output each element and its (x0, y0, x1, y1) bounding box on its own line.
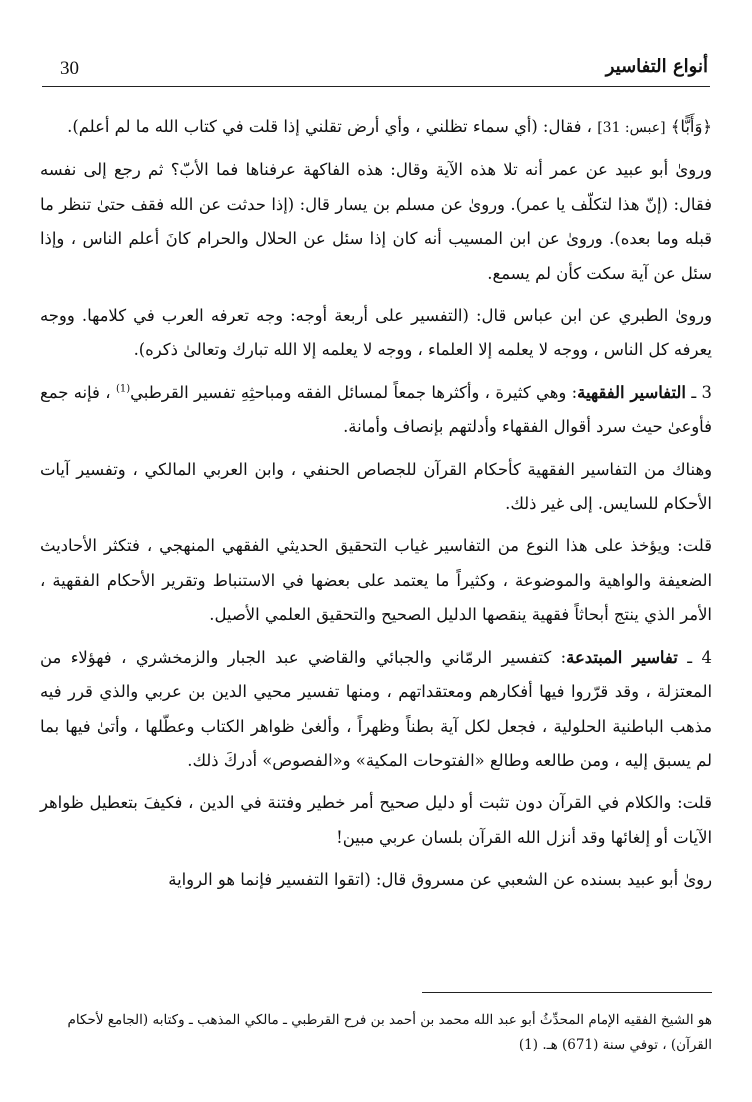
paragraph-text: قلت: والكلام في القرآن دون تثبت أو دليل صحيح أمر خطير وفتنة في الدين ، فكيفَ بتعطيل ظواهر الآيات أو إلغائها وقد أنزل الله القرآن بلسان عربي مبين! (40, 793, 712, 847)
paragraph-text: ، فإنه جمع فأوعىٰ حيث سرد أقوال الفقهاء وأدلتهم بإنصاف وأمانة. (40, 382, 712, 437)
footnote-reference: (1) (115, 383, 131, 395)
body-paragraph (40, 786, 712, 855)
body-paragraph (40, 453, 712, 522)
body-paragraph (40, 299, 712, 368)
body-paragraph (40, 153, 712, 291)
section-heading: تفاسير المبتدعة (566, 647, 678, 667)
paragraph-text: : كتفسير الرمّاني والجبائي والقاضي عبد الجبار والزمخشري ، فهؤلاء من المعتزلة ، وقد قرّروا فيها أفكارهم ومعتقداتهم ، ومنها تفسير محيي الدين بن عربي والذي قرر فيه مذهب الباطنية الحلولية ، فجعل لكل آية بطناً وظهراً ، وألغىٰ ظواهر الكتاب وعطّلها ، وأتىٰ فيها بما لم يسبق إليه ، ومن طالعه وطالع «الفتوحات المكية» و«الفصوص» أدركَ ذلك. (40, 647, 712, 770)
body-paragraph (40, 529, 712, 632)
paragraph-text: 4 ـ (677, 647, 712, 667)
paragraph-text: قلت: ويؤخذ على هذا النوع من التفاسير غياب التحقيق الحديثي الفقهي المنهجي ، فتكثر الأحاديث الضعيفة والواهية والموضوعة ، وكثيراً ما يعتمد على بعضها في الاستنباط وتقرير الأحكام الفقهية ، الأمر الذي ينتج أبحاثاً فقهية ينقصها الدليل الصحيح والتحقيق العلمي الأصيل. (40, 536, 712, 625)
section-heading: التفاسير الفقهية (577, 382, 686, 402)
page-header (42, 54, 710, 87)
footnote-marker: (1) (518, 1037, 539, 1053)
footnote-separator (422, 992, 712, 993)
footnote-text: هو الشيخ الفقيه الإمام المحدِّثُ أبو عبد الله محمد بن أحمد بن فرح القرطبي ـ مالكي المذهب ـ وكتابه (الجامع لأحكام القرآن) ، توفي سنة (671) هـ. (67, 1012, 712, 1053)
paragraph-text: وروىٰ أبو عبيد عن عمر أنه تلا هذه الآية وقال: هذه الفاكهة عرفناها فما الأبّ؟ ثم رجع إلى نفسه فقال: (إنّ هذا لتكلّف يا عمر). وروىٰ عن مسلم بن يسار قال: (إذا حدثت عن الله فقف حتىٰ تنظر ما قبله وما بعده). وروىٰ عن ابن المسيب أنه كان إذا سئل عن الحلال والحرام كانَ أعلم الناس ، وإذا سئل عن آية سكت كأن لم يسمع. (40, 160, 712, 283)
running-title: أنواع التفاسير (605, 56, 708, 77)
paragraph-text: روىٰ أبو عبيد بسنده عن الشعبي عن مسروق قال: (اتقوا التفسير فإنما هو الرواية (168, 870, 712, 890)
paragraph-text: وروىٰ الطبري عن ابن عباس قال: (التفسير على أربعة أوجه: وجه تعرفه العرب في كلامها. ووجه يعرفه كل الناس ، ووجه لا يعلمه إلا العلماء ، ووجه لا يعلمه إلا الله تبارك وتعالىٰ ذكره). (40, 306, 712, 360)
footnote (40, 1008, 712, 1058)
body-paragraph (40, 376, 712, 445)
body-paragraph (40, 641, 712, 779)
paragraph-text: : وهي كثيرة ، وأكثرها جمعاً لمسائل الفقه ومباحثِهِ تفسير القرطبي (130, 382, 578, 402)
paragraph-text: 3 ـ (685, 382, 712, 402)
body-paragraph (40, 110, 712, 145)
paragraph-text: ، فقال: (أي سماء تظلني ، وأي أرض تقلني إذا قلت في كتاب الله ما لم أعلم). (67, 117, 598, 136)
paragraph-text: [عبس: 31] (597, 120, 666, 136)
paragraph-text: ﴿وَأَبًّا﴾ (665, 117, 712, 136)
body-text (40, 110, 712, 906)
page-number: 30 (60, 58, 79, 79)
body-paragraph (40, 863, 712, 897)
paragraph-text: وهناك من التفاسير الفقهية كأحكام القرآن للجصاص الحنفي ، وابن العربي المالكي ، وتفسير آيات الأحكام للسايس. إلى غير ذلك. (40, 459, 712, 514)
